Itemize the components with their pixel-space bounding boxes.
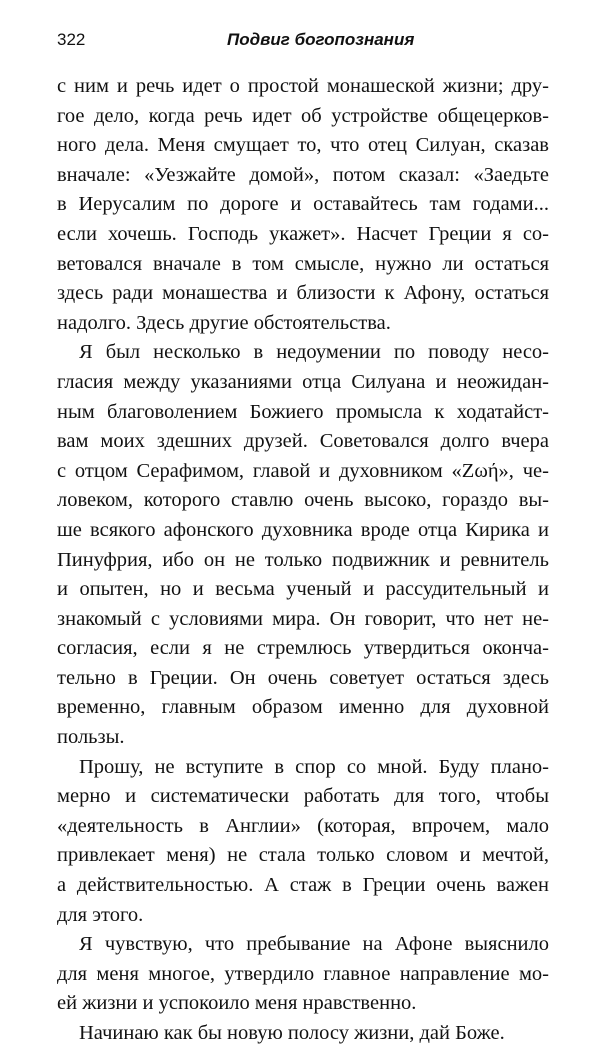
text-line: гое дело, когда речь идет об устройстве общецерков- xyxy=(57,104,549,127)
text-line: ше всякого афонского духовника вроде отца Кирика и xyxy=(57,518,549,541)
text-line: Прошу, не вступите в спор со мной. Буду плано- xyxy=(79,755,549,778)
text-line: знакомый с условиями мира. Он говорит, что нет не- xyxy=(57,607,549,630)
text-line: надолго. Здесь другие обстоятельства. xyxy=(57,311,391,334)
text-line: здесь ради монашества и близости к Афону, остаться xyxy=(57,282,549,305)
text-line: если хочешь. Господь укажет». Насчет Греции я со- xyxy=(57,222,549,245)
text-line: для меня многое, утвердило главное направление мо- xyxy=(57,962,549,985)
body-text xyxy=(57,72,549,1049)
text-line: ей жизни и успокоило меня нравственно. xyxy=(57,992,417,1015)
text-line: в Иерусалим по дороге и оставайтесь там годами... xyxy=(57,193,549,216)
text-line: мерно и систематически работать для того, чтобы xyxy=(57,785,549,808)
text-line: тельно в Греции. Он очень советует остаться здесь xyxy=(57,666,549,689)
text-line: Начинаю как бы новую полосу жизни, дай Боже. xyxy=(79,1022,505,1044)
running-title: Подвиг богопознания xyxy=(227,30,415,49)
text-line: ветовался вначале в том смысле, нужно ли остаться xyxy=(57,252,549,275)
text-line: ного дела. Меня смущает то, что отец Силуан, сказав xyxy=(57,134,549,157)
text-line: согласия, если я не стремлюсь утвердиться оконча- xyxy=(57,637,549,660)
text-line: и опытен, но и весьма ученый и рассудительный и xyxy=(57,578,549,601)
text-line: с ним и речь идет о простой монашеской жизни; дру- xyxy=(57,75,549,97)
text-line: гласия между указаниями отца Силуана и неожидан- xyxy=(57,370,549,393)
page-header xyxy=(57,30,549,52)
text-line: ловеком, которого ставлю очень высоко, гораздо вы- xyxy=(57,489,549,512)
text-line: для этого. xyxy=(57,903,144,926)
text-line: с отцом Серафимом, главой и духовником «Ζωή», че- xyxy=(57,459,549,482)
text-line: временно, главным образом именно для духовной xyxy=(57,696,549,719)
text-line: Я чувствую, что пребывание на Афоне выяснило xyxy=(79,933,549,956)
text-line: вначале: «Уезжайте домой», потом сказал: «Заедьте xyxy=(57,163,549,186)
text-line: Пинуфрия, ибо он не только подвижник и ревнитель xyxy=(57,548,549,571)
text-line: пользы. xyxy=(57,726,125,749)
page-number: 322 xyxy=(57,30,86,49)
text-line: Я был несколько в недоумении по поводу несо- xyxy=(79,341,549,364)
text-line: а действительностью. А стаж в Греции очень важен xyxy=(57,874,549,897)
text-line: привлекает меня) не стала только словом и мечтой, xyxy=(57,844,549,867)
text-line: вам моих здешних друзей. Советовался долго вчера xyxy=(57,430,549,453)
text-line: «деятельность в Англии» (которая, впрочем, мало xyxy=(57,814,549,837)
text-line: ным благоволением Божиего промысла к ходатайст- xyxy=(57,400,549,423)
